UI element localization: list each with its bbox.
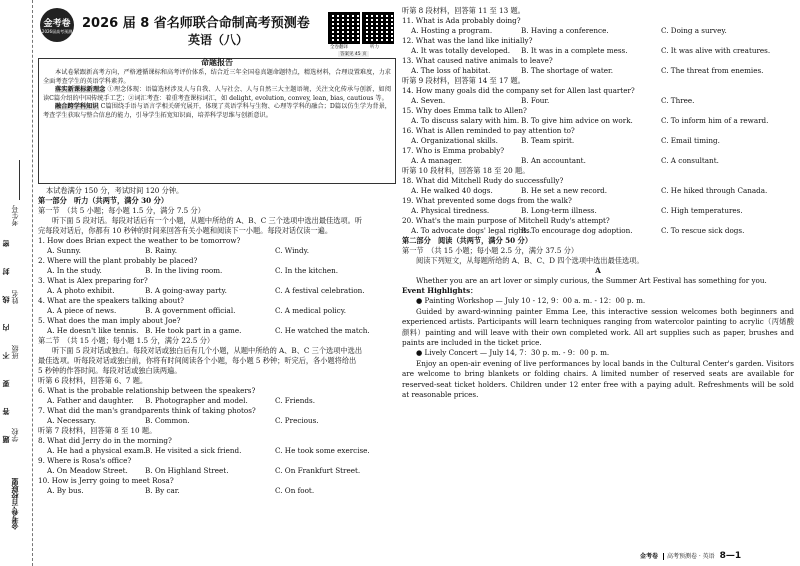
event-two-description: Enjoy an open-air evening of live performances by local bands in the Cultural Center's garden. Visitors are welcome to bring blankets or folding chairs. A limited number of reserved seats are available for reserved-seat ticket holders. Children under 12 enter free with a paying adult. Refreshments will be sold at reasonable prices. <box>402 358 794 400</box>
answer-option: B. To give him advice on work. <box>521 116 633 125</box>
report-paragraph: 本试卷紧跟新高考方向，严格遵循课标和高考评价体系，结合近三年全国卷真题命题特点，精选材料，合理设置难度，力求全面考查学生的英语学科素养。 <box>43 69 391 85</box>
answer-option: B. He set a new record. <box>521 186 608 195</box>
report-paragraph <box>43 86 391 103</box>
answer-option: A. He walked 40 dogs. <box>411 186 493 195</box>
question-stem: 15. Why does Emma talk to Allen? <box>402 106 527 115</box>
answer-option: A. He had a physical exam. <box>47 446 146 455</box>
answer-option: A. Sunny. <box>47 246 81 255</box>
answer-option: C. On Frankfurt Street. <box>275 466 361 475</box>
answer-option: B. The shortage of water. <box>521 66 613 75</box>
part-two-heading: 第二部分 阅读（共两节，满分 50 分） <box>402 236 533 245</box>
answer-option: B. A government official. <box>145 306 236 315</box>
seal-char: 线 <box>2 296 10 303</box>
exam-number-line <box>19 160 20 200</box>
answer-option: A. A photo exhibit. <box>47 286 115 295</box>
answer-option: C. Precious. <box>275 416 319 425</box>
answer-option: A. By bus. <box>47 486 84 495</box>
reading-section-heading: 第一节 （共 15 小题；每小题 2.5 分，满分 37.5 分） <box>402 246 579 255</box>
answer-option: B. A going-away party. <box>145 286 227 295</box>
seal-char: 密 <box>2 240 10 247</box>
section-instructions: 5 秒钟的作答时间。每段对话或独白读两遍。 <box>38 366 182 375</box>
qr-label-translation: 全卷翻译 <box>330 45 348 50</box>
answer-option: A. To advocate dogs' legal rights. <box>411 226 532 235</box>
exam-number-label: 考生号 <box>11 205 19 226</box>
seal-char: 答 <box>2 408 10 415</box>
material-note: 听第 6 段材料，回答第 6、7 题。 <box>38 376 148 385</box>
answer-option: B. He took part in a game. <box>145 326 242 335</box>
report-label: 融合跨学科知识 <box>55 103 99 111</box>
footer-label: 高考预测卷 · 英语 <box>663 553 715 560</box>
question-stem: 16. What is Allen reminded to pay attention to? <box>402 126 575 135</box>
footer <box>640 551 741 561</box>
material-note: 听第 9 段材料，回答第 14 至 17 题。 <box>402 76 525 85</box>
part-one-heading: 第一部分 听力（共两节，满分 30 分） <box>38 196 169 205</box>
seal-char: 题 <box>2 436 10 443</box>
answer-option: C. The threat from enemies. <box>661 66 764 75</box>
answer-option: A. Physical tiredness. <box>411 206 490 215</box>
question-options <box>402 156 794 166</box>
answer-option: C. It was alive with creatures. <box>661 46 771 55</box>
question-list <box>402 6 794 236</box>
event-two-title: ● Lively Concert — July 14, 7：30 p. m. - 9：00 p. m. <box>416 348 610 358</box>
question-stem: 4. What are the speakers talking about? <box>38 296 185 305</box>
seal-char: 内 <box>2 324 10 331</box>
answer-option: B. Rainy. <box>145 246 178 255</box>
question-stem: 20. What's the main purpose of Mitchell Rudy's attempt? <box>402 216 610 225</box>
answer-option: A. In the study. <box>47 266 102 275</box>
answer-option: C. He hiked through Canada. <box>661 186 768 195</box>
report-text: C篇围绕手语与语言学相关研究展开，体现了英语学科与生物、心理等学科的融合；D篇以仿生学为背景，考查学生获取与整合信息的能力，引导学生拓宽知识面，培养科学思维与创新意识。 <box>43 103 391 119</box>
footer-brand: 金考卷 <box>640 553 659 560</box>
question-stem: 11. What is Ada probably doing? <box>402 16 521 25</box>
answer-option: B. Common. <box>145 416 190 425</box>
school-label: 学校 <box>11 428 19 442</box>
answer-option: C. On foot. <box>275 486 315 495</box>
reading-instructions: 阅读下列短文，从每题所给的 A、B、C、D 四个选项中选出最佳选项。 <box>416 256 644 265</box>
qr-label-listening: 听力 <box>370 45 379 50</box>
question-options <box>402 186 794 196</box>
question-options <box>38 246 394 256</box>
answer-option: C. Three. <box>661 96 695 105</box>
answer-option: B. On Highland Street. <box>145 466 229 475</box>
question-options <box>402 66 794 76</box>
answer-option: B. By car. <box>145 486 180 495</box>
passage-intro: Whether you are an art lover or simply curious, the Summer Art Festival has something for you. <box>416 276 767 285</box>
question-options <box>38 266 394 276</box>
question-stem: 5. What does the man imply about Joe? <box>38 316 181 325</box>
question-options <box>38 416 394 426</box>
question-options <box>402 116 794 126</box>
passage-label: A <box>595 266 601 275</box>
question-stem: 8. What did Jerry do in the morning? <box>38 436 172 445</box>
answer-option: C. He watched the match. <box>275 326 370 335</box>
seal-char: 要 <box>2 380 10 387</box>
brand-logo <box>40 8 74 42</box>
report-box <box>38 58 396 184</box>
answer-option: C. A consultant. <box>661 156 719 165</box>
section-one-heading: 第一节 （共 5 小题；每小题 1.5 分，满分 7.5 分） <box>38 206 205 215</box>
question-options <box>402 226 794 236</box>
answer-reference: 答案见 45 页 <box>340 52 367 57</box>
name-label: 姓名 <box>11 290 19 304</box>
answer-option: A. A piece of news. <box>47 306 117 315</box>
question-list <box>38 376 394 496</box>
question-options <box>38 396 394 406</box>
question-options <box>38 326 394 336</box>
binding-strip <box>0 0 33 566</box>
section-instructions: 听下面 5 段对话或独白。每段对话或独白后有几个小题，从题中所给的 A、B、C 三个选项中选出 <box>52 346 363 355</box>
question-stem: 14. How many goals did the company set for Allen last quarter? <box>402 86 635 95</box>
question-options <box>402 46 794 56</box>
answer-option: B. It was in a complete mess. <box>521 46 628 55</box>
report-title: 命题报告 <box>201 58 233 67</box>
question-options <box>402 26 794 36</box>
answer-option: A. Father and daughter. <box>47 396 134 405</box>
answer-option: B. In the living room. <box>145 266 223 275</box>
report-text: ①理念体现：语篇选材涉及人与自我、人与社会、人与自然三大主题语境，关注文化传承与创新，如阅读C篇介绍的中国传统手工艺；②词汇考查：着重考查课标词汇，如 delight, evolution, convey, lean, bias, cautious 等。 <box>43 86 392 102</box>
answer-option: B. He visited a sick friend. <box>145 446 242 455</box>
question-stem: 13. What caused native animals to leave? <box>402 56 553 65</box>
answer-option: C. High temperatures. <box>661 206 743 215</box>
section-instructions: 听下面 5 段对话。每段对话后有一个小题，从题中所给的 A、B、C 三个选项中选出最佳选项。听 <box>52 216 363 225</box>
answer-option: C. In the kitchen. <box>275 266 338 275</box>
report-label: 落实新课标新理念 <box>55 86 106 94</box>
answer-option: A. The loss of habitat. <box>411 66 491 75</box>
question-stem: 1. How does Brian expect the weather to be tomorrow? <box>38 236 241 245</box>
report-body <box>43 69 391 121</box>
answer-option: C. Email timing. <box>661 136 720 145</box>
question-stem: 2. Where will the plant probably be placed? <box>38 256 198 265</box>
logo-subtext: 2026届高考预测 <box>41 28 73 34</box>
question-stem: 10. How is Jerry going to meet Rosa? <box>38 476 174 485</box>
question-stem: 7. What did the man's grandparents think of taking photos? <box>38 406 256 415</box>
section-instructions: 完每段对话后，你都有 10 秒钟的时间来回答有关小题和阅读下一小题。每段对话仅读一遍。 <box>38 226 333 235</box>
answer-option: A. Hosting a program. <box>411 26 493 35</box>
question-stem: 12. What was the land like initially? <box>402 36 533 45</box>
answer-option: B. Long-term illness. <box>521 206 597 215</box>
exam-title: 2026 届 8 省名师联合命制高考预测卷 <box>82 16 310 31</box>
answer-option: A. It was totally developed. <box>411 46 511 55</box>
question-options <box>38 306 394 316</box>
answer-option: C. Windy. <box>275 246 309 255</box>
question-options <box>402 136 794 146</box>
answer-option: C. A festival celebration. <box>275 286 365 295</box>
answer-option: C. He took some exercise. <box>275 446 370 455</box>
section-instructions: 最佳选项。听每段对话或独白前，你将有时间阅读各个小题，每小题 5 秒钟；听完后，各小题将给出 <box>38 356 357 365</box>
answer-option: C. A medical policy. <box>275 306 347 315</box>
answer-option: B. Team spirit. <box>521 136 575 145</box>
right-column <box>402 6 794 564</box>
answer-option: B. Four. <box>521 96 550 105</box>
material-note: 听第 8 段材料，回答第 11 至 13 题。 <box>402 6 525 15</box>
answer-option: A. Necessary. <box>47 416 97 425</box>
question-options <box>38 446 394 456</box>
page-number: 8—1 <box>719 551 742 561</box>
question-stem: 17. Who is Emma probably? <box>402 146 505 155</box>
seal-char: 不 <box>2 352 10 359</box>
answer-option: C. Friends. <box>275 396 315 405</box>
event-one-title: ● Painting Workshop — July 10 - 12, 9：00 a. m. - 12：00 p. m. <box>416 296 646 306</box>
qr-code-translation[interactable] <box>328 12 360 44</box>
question-options <box>38 286 394 296</box>
question-options <box>402 96 794 106</box>
material-note: 听第 10 段材料，回答第 18 至 20 题。 <box>402 166 530 175</box>
class-label: 班级 <box>11 345 19 359</box>
answer-option: B. Having a conference. <box>521 26 609 35</box>
answer-option: A. On Meadow Street. <box>47 466 128 475</box>
qr-code-listening[interactable] <box>362 12 394 44</box>
question-stem: 3. What is Alex preparing for? <box>38 276 148 285</box>
seal-char: 封 <box>2 268 10 275</box>
answer-option: B. To encourage dog adoption. <box>521 226 633 235</box>
section-two-heading: 第二节 （共 15 小题；每小题 1.5 分，满分 22.5 分） <box>38 336 215 345</box>
exam-subtitle: 英语（八） <box>188 33 249 47</box>
answer-option: C. To inform him of a reward. <box>661 116 769 125</box>
question-stem: 9. Where is Rosa's office? <box>38 456 132 465</box>
question-options <box>38 466 394 476</box>
answer-option: A. To discuss salary with him. <box>411 116 520 125</box>
question-options <box>402 206 794 216</box>
left-column <box>38 6 394 564</box>
question-options <box>38 486 394 496</box>
answer-option: C. Doing a survey. <box>661 26 727 35</box>
event-one-description: Guided by award-winning painter Emma Lee, this interactive session welcomes both beginners and experienced artists. Participants will learn techniques ranging from watercolor painting to acrylic（丙烯酸颜料）painting and will leave with their own completed work. All art supplies such as paper, brushes and paints are included in the ticket price. <box>402 306 794 348</box>
question-list <box>38 236 394 336</box>
report-paragraph <box>43 103 391 120</box>
answer-option: A. He doesn't like tennis. <box>47 326 139 335</box>
series-label: 金考卷·百校联盟 <box>11 478 19 530</box>
material-note: 听第 7 段材料，回答第 8 至 10 题。 <box>38 426 157 435</box>
listening-section <box>38 186 394 496</box>
score-time: 本试卷满分 150 分，考试时间 120 分钟。 <box>46 186 184 195</box>
question-stem: 19. What prevented some dogs from the walk? <box>402 196 572 205</box>
answer-option: A. Organizational skills. <box>411 136 498 145</box>
answer-option: B. Photographer and model. <box>145 396 248 405</box>
answer-option: A. Seven. <box>411 96 446 105</box>
logo-text: 金考卷 <box>43 18 71 29</box>
question-stem: 18. What did Mitchell Rudy do successfully? <box>402 176 564 185</box>
question-stem: 6. What is the probable relationship between the speakers? <box>38 386 256 395</box>
answer-option: A. A manager. <box>411 156 463 165</box>
event-highlights-heading: Event Highlights： <box>402 286 478 296</box>
answer-option: B. An accountant. <box>521 156 586 165</box>
answer-option: C. To rescue sick dogs. <box>661 226 745 235</box>
